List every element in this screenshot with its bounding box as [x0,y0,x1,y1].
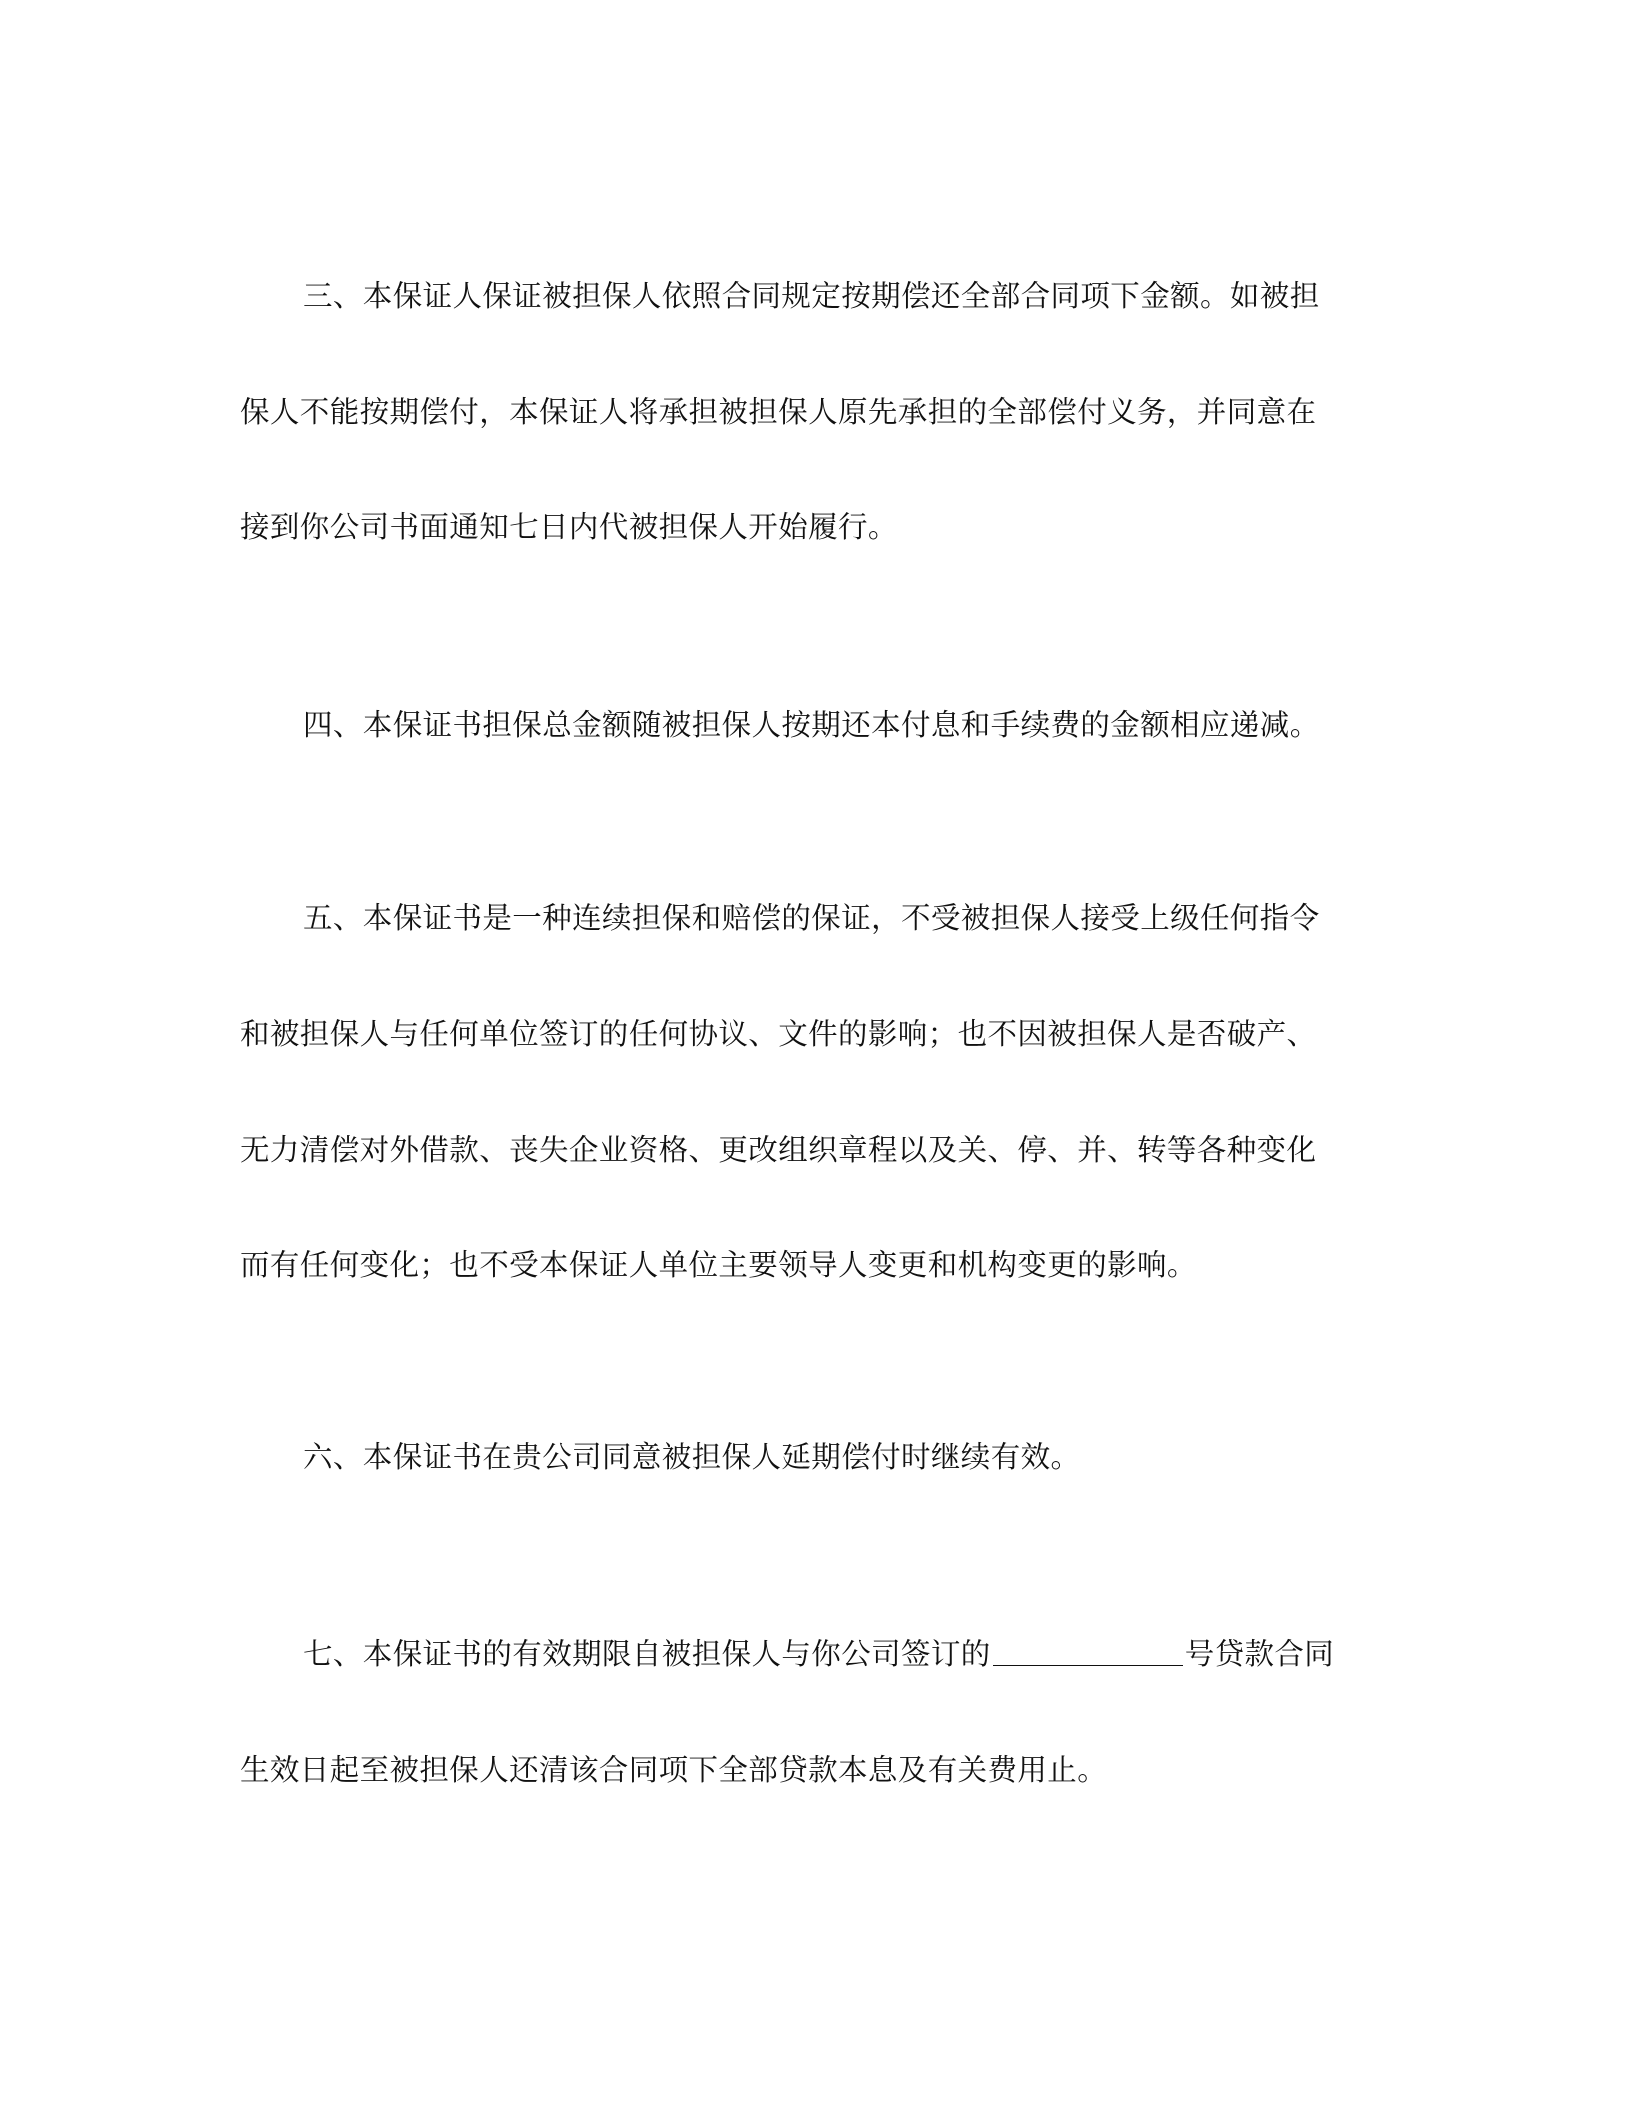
clause-4-line-1: 四、本保证书担保总金额随被担保人按期还本付息和手续费的金额相应递减。 [303,708,1320,742]
clause-5-line-3: 无力清偿对外借款、丧失企业资格、更改组织章程以及关、停、并、转等各种变化 [240,1133,1317,1167]
clause-5-line-4: 而有任何变化；也不受本保证人单位主要领导人变更和机构变更的影响。 [240,1248,1197,1282]
clause-3-line-3: 接到你公司书面通知七日内代被担保人开始履行。 [240,510,898,544]
clause-7-line-2: 生效日起至被担保人还清该合同项下全部贷款本息及有关费用止。 [240,1753,1108,1787]
clause-6-line-1: 六、本保证书在贵公司同意被担保人延期偿付时继续有效。 [303,1440,1081,1474]
clause-3-line-2: 保人不能按期偿付，本保证人将承担被担保人原先承担的全部偿付义务，并同意在 [240,395,1317,429]
contract-number-blank [993,1635,1183,1666]
clause-5-line-2: 和被担保人与任何单位签订的任何协议、文件的影响；也不因被担保人是否破产、 [240,1017,1317,1051]
clause-7-line-1 [240,1634,1390,1674]
clause-7-text-after-blank: 号贷款合同 [1184,1637,1335,1671]
clause-3-line-1: 三、本保证人保证被担保人依照合同规定按期偿还全部合同项下金额。如被担 [303,279,1320,313]
clause-5-line-1: 五、本保证书是一种连续担保和赔偿的保证，不受被担保人接受上级任何指令 [303,901,1320,935]
clause-7-text-before-blank: 七、本保证书的有效期限自被担保人与你公司签订的 [303,1637,991,1671]
